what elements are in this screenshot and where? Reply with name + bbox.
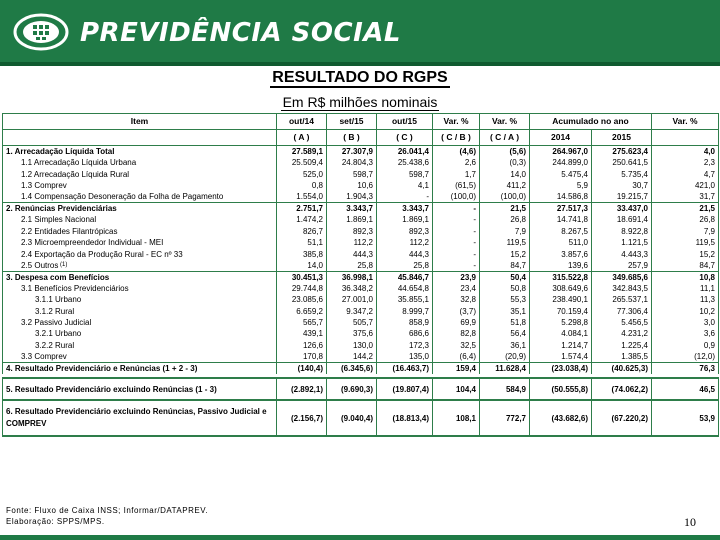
table-row xyxy=(3,328,719,339)
row-value: 5.456,5 xyxy=(592,317,652,328)
row-value: 1.121,5 xyxy=(592,237,652,248)
row-value: 56,4 xyxy=(480,328,530,339)
row-value: 257,9 xyxy=(592,260,652,272)
row-label-text: 3.2 Passivo Judicial xyxy=(21,318,92,328)
row-value: 139,6 xyxy=(530,260,592,272)
row-value: 27.307,9 xyxy=(327,146,377,158)
summary-label: 5. Resultado Previdenciário excluindo Renúncias (1 - 3) xyxy=(3,378,277,400)
row-value: 36,1 xyxy=(480,340,530,351)
row-value: 30,7 xyxy=(592,180,652,191)
table-row xyxy=(3,191,719,203)
row-value: 70.159,4 xyxy=(530,306,592,317)
table-row xyxy=(3,340,719,351)
row-label xyxy=(3,363,277,375)
row-value: 126,6 xyxy=(277,340,327,351)
row-value: 349.685,6 xyxy=(592,271,652,283)
row-value: 19.215,7 xyxy=(592,191,652,203)
row-label-text: 3.2.2 Rural xyxy=(35,340,75,350)
row-label-text: 2.4 Exportação da Produção Rural - EC nº 33 xyxy=(21,249,183,259)
row-value: 3,6 xyxy=(652,328,719,339)
row-value: 10,2 xyxy=(652,306,719,317)
row-value: 4.231,2 xyxy=(592,328,652,339)
row-value: 14.741,8 xyxy=(530,214,592,225)
row-value: 0,8 xyxy=(277,180,327,191)
row-value: 14,0 xyxy=(480,168,530,179)
summary-value: 772,7 xyxy=(480,400,530,436)
table-row xyxy=(3,248,719,259)
summary-value: (9.690,3) xyxy=(327,378,377,400)
row-value: 69,9 xyxy=(433,317,480,328)
row-value: 4,7 xyxy=(652,168,719,179)
row-value: 112,2 xyxy=(377,237,433,248)
row-value: 1.904,3 xyxy=(327,191,377,203)
row-value: 1,7 xyxy=(433,168,480,179)
table-row xyxy=(3,146,719,158)
row-value: 7,9 xyxy=(480,226,530,237)
page-number: 10 xyxy=(684,515,696,529)
summary-row xyxy=(3,378,719,400)
row-label xyxy=(3,260,277,272)
row-value: 9.347,2 xyxy=(327,306,377,317)
row-value: 444,3 xyxy=(327,248,377,259)
table-row xyxy=(3,214,719,225)
footnote-marker: (1) xyxy=(58,261,68,268)
summary-value: (2.156,7) xyxy=(277,400,327,436)
row-value: 135,0 xyxy=(377,351,433,363)
row-label xyxy=(3,146,277,158)
row-value: (20,9) xyxy=(480,351,530,363)
row-value: 3.343,7 xyxy=(377,203,433,215)
header-banner xyxy=(0,0,720,66)
row-value: 598,7 xyxy=(327,168,377,179)
row-value: 315.522,8 xyxy=(530,271,592,283)
row-value: 265.537,1 xyxy=(592,294,652,305)
brand-title: PREVIDÊNCIA SOCIAL xyxy=(80,18,401,48)
row-label xyxy=(3,294,277,305)
col-out15: out/15 xyxy=(377,114,433,130)
row-value: 21,5 xyxy=(652,203,719,215)
row-label xyxy=(3,180,277,191)
row-value: 3.343,7 xyxy=(327,203,377,215)
row-value: 308.649,6 xyxy=(530,283,592,294)
row-value: 76,3 xyxy=(652,363,719,375)
row-value: 505,7 xyxy=(327,317,377,328)
page-title xyxy=(0,69,720,87)
row-value: 11,1 xyxy=(652,283,719,294)
row-value: (40.625,3) xyxy=(592,363,652,375)
row-value: 892,3 xyxy=(377,226,433,237)
row-value: 8.922,8 xyxy=(592,226,652,237)
row-value: 23,9 xyxy=(433,271,480,283)
summary-value: (18.813,4) xyxy=(377,400,433,436)
row-value: 565,7 xyxy=(277,317,327,328)
footer-prepared: Elaboração: SPPS/MPS. xyxy=(6,517,105,526)
summary-value: (74.062,2) xyxy=(592,378,652,400)
row-value: 11,3 xyxy=(652,294,719,305)
row-label-text: 3.1 Benefícios Previdenciários xyxy=(21,283,129,293)
row-value: 3.857,6 xyxy=(530,248,592,259)
row-value: 1.869,1 xyxy=(377,214,433,225)
row-value: 14.586,8 xyxy=(530,191,592,203)
col-var-cb: Var. % xyxy=(433,114,480,130)
row-value: - xyxy=(433,203,480,215)
row-value: 172,3 xyxy=(377,340,433,351)
row-value: 23,4 xyxy=(433,283,480,294)
table-row xyxy=(3,157,719,168)
summary-value: (2.892,1) xyxy=(277,378,327,400)
row-value: 14,0 xyxy=(277,260,327,272)
row-label-text: 1.3 Comprev xyxy=(21,180,67,190)
row-label xyxy=(3,203,277,215)
summary-value: (43.682,6) xyxy=(530,400,592,436)
row-value: - xyxy=(433,226,480,237)
sub-cb: ( C / B ) xyxy=(433,130,480,146)
row-value: 27.001,0 xyxy=(327,294,377,305)
row-value: 2.751,7 xyxy=(277,203,327,215)
row-value: 1.869,1 xyxy=(327,214,377,225)
table-row xyxy=(3,271,719,283)
row-value: 26.041,4 xyxy=(377,146,433,158)
footer-source: Fonte: Fluxo de Caixa INSS; Informar/DATAPREV. xyxy=(6,506,209,515)
row-value: 84,7 xyxy=(480,260,530,272)
row-value: 5.735,4 xyxy=(592,168,652,179)
summary-value: 53,9 xyxy=(652,400,719,436)
row-value: (23.038,4) xyxy=(530,363,592,375)
footer-notes xyxy=(6,505,208,527)
sub-2014: 2014 xyxy=(530,130,592,146)
row-value: 119,5 xyxy=(480,237,530,248)
row-label-text: 3. Despesa com Benefícios xyxy=(6,272,110,282)
row-value: (5,6) xyxy=(480,146,530,158)
row-label-text: 2.5 Outros xyxy=(21,260,59,270)
row-value: 4,0 xyxy=(652,146,719,158)
row-value: (100,0) xyxy=(480,191,530,203)
sub-b: ( B ) xyxy=(327,130,377,146)
row-value: - xyxy=(433,260,480,272)
row-value: 0,9 xyxy=(652,340,719,351)
row-value: 25,8 xyxy=(377,260,433,272)
bottom-bar xyxy=(0,535,720,540)
row-value: 5.475,4 xyxy=(530,168,592,179)
row-value: 2,3 xyxy=(652,157,719,168)
row-value: 25.509,4 xyxy=(277,157,327,168)
row-label-text: 2.1 Simples Nacional xyxy=(21,215,97,225)
row-value: - xyxy=(433,248,480,259)
sub-a: ( A ) xyxy=(277,130,327,146)
row-value: 375,6 xyxy=(327,328,377,339)
row-value: 250.641,5 xyxy=(592,157,652,168)
table-body xyxy=(3,146,719,375)
summary-value: (50.555,8) xyxy=(530,378,592,400)
row-value: 144,2 xyxy=(327,351,377,363)
row-value: 411,2 xyxy=(480,180,530,191)
row-value: 27.517,3 xyxy=(530,203,592,215)
row-value: 444,3 xyxy=(377,248,433,259)
col-var-ca: Var. % xyxy=(480,114,530,130)
row-value: 32,8 xyxy=(433,294,480,305)
row-value: 3,0 xyxy=(652,317,719,328)
row-value: (4,6) xyxy=(433,146,480,158)
row-value: 51,8 xyxy=(480,317,530,328)
table-row xyxy=(3,294,719,305)
row-value: 50,8 xyxy=(480,283,530,294)
sub-c: ( C ) xyxy=(377,130,433,146)
row-label xyxy=(3,237,277,248)
row-value: 35.855,1 xyxy=(377,294,433,305)
row-value: 826,7 xyxy=(277,226,327,237)
table-row xyxy=(3,168,719,179)
row-value: 2,6 xyxy=(433,157,480,168)
row-label-text: 3.1.1 Urbano xyxy=(35,295,82,305)
summary-value: 46,5 xyxy=(652,378,719,400)
row-value: 36.348,2 xyxy=(327,283,377,294)
row-value: 30.451,3 xyxy=(277,271,327,283)
row-value: 84,7 xyxy=(652,260,719,272)
row-value: 275.623,4 xyxy=(592,146,652,158)
row-value: 1.574,4 xyxy=(530,351,592,363)
summary-value: (9.040,4) xyxy=(327,400,377,436)
row-value: 119,5 xyxy=(652,237,719,248)
row-label xyxy=(3,248,277,259)
row-value: 342.843,5 xyxy=(592,283,652,294)
row-value: (140,4) xyxy=(277,363,327,375)
row-value: (0,3) xyxy=(480,157,530,168)
row-label-text: 1.1 Arrecadação Líquida Urbana xyxy=(21,158,137,168)
page-subtitle xyxy=(0,94,720,110)
row-value: 1.214,7 xyxy=(530,340,592,351)
table-row xyxy=(3,306,719,317)
row-value: (6,4) xyxy=(433,351,480,363)
row-value: 50,4 xyxy=(480,271,530,283)
row-value: 525,0 xyxy=(277,168,327,179)
row-value: 32,5 xyxy=(433,340,480,351)
row-value: 7,9 xyxy=(652,226,719,237)
row-value: (61,5) xyxy=(433,180,480,191)
row-value: 264.967,0 xyxy=(530,146,592,158)
row-value: 170,8 xyxy=(277,351,327,363)
header-row xyxy=(3,114,719,130)
row-value: 27.589,1 xyxy=(277,146,327,158)
previdencia-logo-icon xyxy=(12,12,70,52)
row-value: 238.490,1 xyxy=(530,294,592,305)
table-row xyxy=(3,317,719,328)
row-value: 686,6 xyxy=(377,328,433,339)
row-label xyxy=(3,214,277,225)
row-value: (12,0) xyxy=(652,351,719,363)
summary-row xyxy=(3,400,719,436)
row-value: 421,0 xyxy=(652,180,719,191)
row-label-text: 1.4 Compensação Desoneração da Folha de Pagamento xyxy=(21,192,224,202)
row-value: 4.443,3 xyxy=(592,248,652,259)
row-value: 8.267,5 xyxy=(530,226,592,237)
row-value: 1.225,4 xyxy=(592,340,652,351)
row-value: 26,8 xyxy=(652,214,719,225)
row-value: (6.345,6) xyxy=(327,363,377,375)
row-value: 45.846,7 xyxy=(377,271,433,283)
row-value: 21,5 xyxy=(480,203,530,215)
page-title-text: RESULTADO DO RGPS xyxy=(272,69,448,86)
row-value: 44.654,8 xyxy=(377,283,433,294)
row-value: - xyxy=(377,191,433,203)
row-value: 511,0 xyxy=(530,237,592,248)
row-value: 10,8 xyxy=(652,271,719,283)
row-value: - xyxy=(433,214,480,225)
col-set15: set/15 xyxy=(327,114,377,130)
row-label-text: 1. Arrecadação Líquida Total xyxy=(6,147,115,156)
row-value: 8.999,7 xyxy=(377,306,433,317)
row-value: 858,9 xyxy=(377,317,433,328)
row-value: 24.804,3 xyxy=(327,157,377,168)
row-value: 5,9 xyxy=(530,180,592,191)
row-value: (16.463,7) xyxy=(377,363,433,375)
row-label-text: 2.2 Entidades Filantrópicas xyxy=(21,226,118,236)
summary-value: 108,1 xyxy=(433,400,480,436)
row-label xyxy=(3,157,277,168)
col-acumulado: Acumulado no ano xyxy=(530,114,652,130)
subheader-empty xyxy=(3,130,277,146)
row-value: 26,8 xyxy=(480,214,530,225)
row-value: 55,3 xyxy=(480,294,530,305)
row-value: 23.085,6 xyxy=(277,294,327,305)
row-value: 77.306,4 xyxy=(592,306,652,317)
table-row xyxy=(3,363,719,375)
row-label xyxy=(3,340,277,351)
row-value: 33.437,0 xyxy=(592,203,652,215)
row-value: 6.659,2 xyxy=(277,306,327,317)
row-label-text: 3.3 Comprev xyxy=(21,352,67,362)
row-value: 15,2 xyxy=(652,248,719,259)
row-value: 1.474,2 xyxy=(277,214,327,225)
row-label xyxy=(3,306,277,317)
row-value: 1.554,0 xyxy=(277,191,327,203)
summary-value: (19.807,4) xyxy=(377,378,433,400)
row-value: - xyxy=(433,237,480,248)
subheader-empty-end xyxy=(652,130,719,146)
sub-2015: 2015 xyxy=(592,130,652,146)
row-value: 385,8 xyxy=(277,248,327,259)
row-value: 51,1 xyxy=(277,237,327,248)
row-value: 159,4 xyxy=(433,363,480,375)
row-value: (100,0) xyxy=(433,191,480,203)
summary-value: (67.220,2) xyxy=(592,400,652,436)
row-label-text: 3.2.1 Urbano xyxy=(35,329,82,339)
row-value: 36.998,1 xyxy=(327,271,377,283)
row-label xyxy=(3,328,277,339)
row-value: 29.744,8 xyxy=(277,283,327,294)
row-value: 15,2 xyxy=(480,248,530,259)
sub-ca: ( C / A ) xyxy=(480,130,530,146)
row-label xyxy=(3,317,277,328)
row-value: 439,1 xyxy=(277,328,327,339)
row-label xyxy=(3,226,277,237)
row-value: 5.298,8 xyxy=(530,317,592,328)
row-label xyxy=(3,271,277,283)
row-label-text: 1.2 Arrecadação Líquida Rural xyxy=(21,169,130,179)
table-row xyxy=(3,260,719,272)
row-value: 892,3 xyxy=(327,226,377,237)
row-value: 25,8 xyxy=(327,260,377,272)
col-var-acum: Var. % xyxy=(652,114,719,130)
row-label-text: 3.1.2 Rural xyxy=(35,306,75,316)
table-row xyxy=(3,283,719,294)
row-value: 31,7 xyxy=(652,191,719,203)
row-value: 18.691,4 xyxy=(592,214,652,225)
page-subtitle-text: Em R$ milhões nominais xyxy=(282,94,438,110)
table-row xyxy=(3,226,719,237)
row-value: 130,0 xyxy=(327,340,377,351)
row-value: 35,1 xyxy=(480,306,530,317)
row-label xyxy=(3,351,277,363)
row-label xyxy=(3,191,277,203)
row-value: 4,1 xyxy=(377,180,433,191)
row-value: 1.385,5 xyxy=(592,351,652,363)
row-label-text: 2.3 Microempreendedor Individual - MEI xyxy=(21,238,164,248)
subheader-row xyxy=(3,130,719,146)
row-value: 112,2 xyxy=(327,237,377,248)
summary-value: 104,4 xyxy=(433,378,480,400)
table-row xyxy=(3,203,719,215)
row-label-text: 4. Resultado Previdenciário e Renúncias (1 + 2 - 3) xyxy=(6,364,198,374)
row-label xyxy=(3,168,277,179)
table-row xyxy=(3,180,719,191)
row-value: 598,7 xyxy=(377,168,433,179)
row-value: 82,8 xyxy=(433,328,480,339)
col-out14: out/14 xyxy=(277,114,327,130)
row-value: 25.438,6 xyxy=(377,157,433,168)
col-item: Item xyxy=(3,114,277,130)
table-row xyxy=(3,351,719,363)
row-value: 244.899,0 xyxy=(530,157,592,168)
row-value: 11.628,4 xyxy=(480,363,530,375)
row-value: 10,6 xyxy=(327,180,377,191)
row-value: 4.084,1 xyxy=(530,328,592,339)
summary-value: 584,9 xyxy=(480,378,530,400)
row-label-text: 2. Renúncias Previdenciárias xyxy=(6,204,117,214)
summary-body xyxy=(3,374,719,436)
rgps-table xyxy=(2,113,719,437)
summary-label: 6. Resultado Previdenciário excluindo Renúncias, Passivo Judicial e COMPREV xyxy=(3,400,277,436)
row-label xyxy=(3,283,277,294)
table-row xyxy=(3,237,719,248)
row-value: (3,7) xyxy=(433,306,480,317)
